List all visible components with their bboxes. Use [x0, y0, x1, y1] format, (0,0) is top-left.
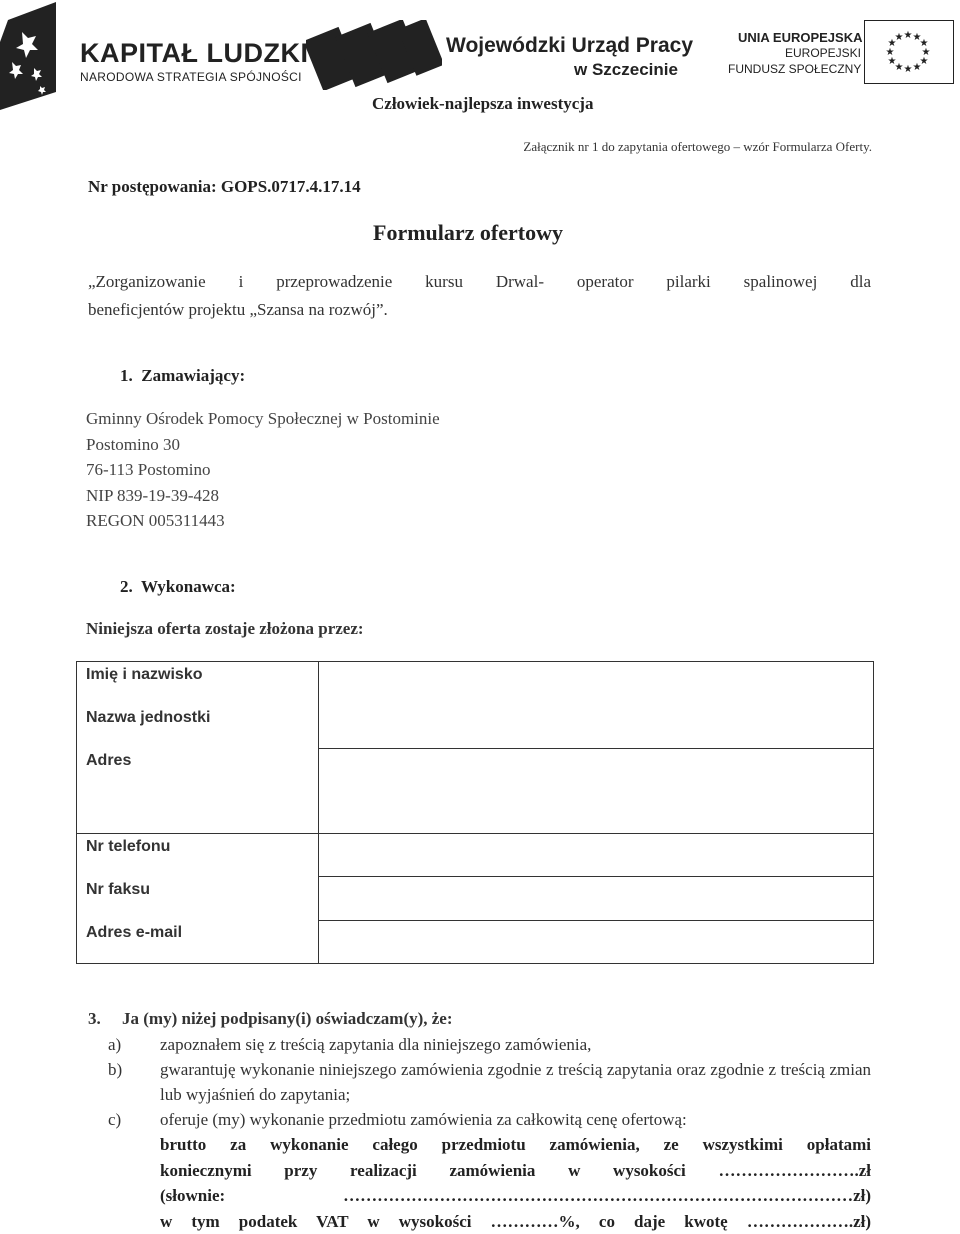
kapital-ludzki-title: KAPITAŁ LUDZKI [80, 38, 308, 69]
svg-text:★: ★ [895, 32, 904, 43]
price-line-2: koniecznymi przy realizacji zamówienia w wysokości …………………….zł [160, 1158, 871, 1184]
section-3-title: Ja (my) niżej podpisany(i) oświadczam(y), że: [122, 1009, 453, 1028]
svg-text:★: ★ [904, 30, 913, 41]
table-row [77, 834, 874, 964]
eu-union-label: UNIA EUROPEJSKA [738, 30, 862, 45]
name-unit-field[interactable] [319, 662, 873, 749]
item-marker: b) [108, 1057, 122, 1082]
label-phone: Nr telefonu [86, 834, 318, 877]
label-email: Adres e-mail [86, 920, 318, 963]
contractor-input-area-1[interactable] [319, 662, 874, 834]
label-full-name: Imię i nazwisko [86, 662, 318, 705]
submitted-by-label: Niniejsza oferta zostaje złożona przez: [86, 619, 364, 639]
authority-name: Gminny Ośrodek Pomocy Społecznej w Postominie [86, 406, 440, 432]
form-title: Formularz ofertowy [373, 220, 563, 246]
contractor-labels-group-1 [77, 662, 319, 834]
label-fax: Nr faksu [86, 877, 318, 920]
section-3-heading [88, 1006, 871, 1032]
table-row [77, 662, 874, 834]
contractor-labels-group-2 [77, 834, 319, 964]
svg-text:★: ★ [920, 38, 929, 49]
contractor-input-area-2[interactable] [319, 834, 874, 964]
svg-text:★: ★ [895, 62, 904, 73]
fax-field[interactable] [319, 877, 873, 921]
authority-nip: NIP 839-19-39-428 [86, 483, 440, 509]
subject-paragraph [88, 268, 871, 324]
svg-text:★: ★ [922, 47, 931, 58]
subject-line-2: beneficjentów projektu „Szansa na rozwój”. [88, 300, 388, 319]
svg-text:★: ★ [913, 62, 922, 73]
price-declaration [88, 1132, 871, 1234]
declaration-item-c [88, 1107, 871, 1132]
wup-subtitle: w Szczecinie [574, 60, 678, 80]
svg-text:★: ★ [886, 47, 895, 58]
annex-note: Załącznik nr 1 do zapytania ofertowego – wzór Formularza Oferty. [523, 139, 872, 155]
wup-logo-mark [306, 20, 442, 90]
label-unit-name: Nazwa jednostki [86, 705, 318, 748]
kapital-ludzki-logo-mark [0, 2, 60, 112]
svg-text:★: ★ [920, 56, 929, 67]
section-2-heading: 2. Wykonawca: [120, 577, 236, 597]
phone-field[interactable] [319, 834, 873, 877]
procedure-number: Nr postępowania: GOPS.0717.4.17.14 [88, 177, 361, 197]
item-text: gwarantuję wykonanie niniejszego zamówienia zgodnie z treścią zapytania oraz zgodnie z treścią zmian lub wyjaśnień do zapytania; [160, 1060, 871, 1104]
svg-text:★: ★ [888, 38, 897, 49]
svg-text:★: ★ [888, 56, 897, 67]
item-text: zapoznałem się z treścią zapytania dla niniejszego zamówienia, [160, 1035, 591, 1054]
declaration-section [88, 1006, 871, 1234]
email-field[interactable] [319, 921, 873, 963]
item-text: oferuje (my) wykonanie przedmiotu zamówienia za całkowitą cenę ofertową: [160, 1110, 687, 1129]
contracting-authority-address [86, 406, 440, 534]
motto: Człowiek-najlepsza inwestycja [372, 94, 593, 114]
price-line-1: brutto za wykonanie całego przedmiotu zamówienia, ze wszystkimi opłatami [160, 1132, 871, 1158]
svg-text:★: ★ [913, 32, 922, 43]
price-line-3: (słownie: ………………………………………………………………………………zł) [160, 1183, 871, 1209]
item-marker: c) [108, 1107, 121, 1132]
authority-city: 76-113 Postomino [86, 457, 440, 483]
eu-fund-label-1: EUROPEJSKI [785, 46, 861, 60]
contractor-details-table [76, 661, 874, 964]
declaration-item-a [88, 1032, 871, 1057]
authority-street: Postomino 30 [86, 432, 440, 458]
price-line-4: w tym podatek VAT w wysokości …………%, co daje kwotę ……………….zł) [160, 1209, 871, 1234]
eu-flag-icon [864, 20, 954, 84]
wup-title: Wojewódzki Urząd Pracy [446, 34, 693, 58]
declaration-item-b [88, 1057, 871, 1107]
svg-text:★: ★ [904, 64, 913, 75]
label-address: Adres [86, 748, 318, 791]
item-marker: a) [108, 1032, 121, 1057]
address-field[interactable] [319, 749, 873, 833]
section-3-number: 3. [88, 1006, 122, 1032]
eu-fund-label-2: FUNDUSZ SPOŁECZNY [728, 62, 861, 76]
eu-stars-icon [865, 21, 952, 82]
kapital-ludzki-subtitle: NARODOWA STRATEGIA SPÓJNOŚCI [80, 70, 302, 84]
subject-line-1: „Zorganizowanie i przeprowadzenie kursu Drwal- operator pilarki spalinowej dla [88, 268, 871, 296]
section-1-heading: 1. Zamawiający: [120, 366, 245, 386]
authority-regon: REGON 005311443 [86, 508, 440, 534]
